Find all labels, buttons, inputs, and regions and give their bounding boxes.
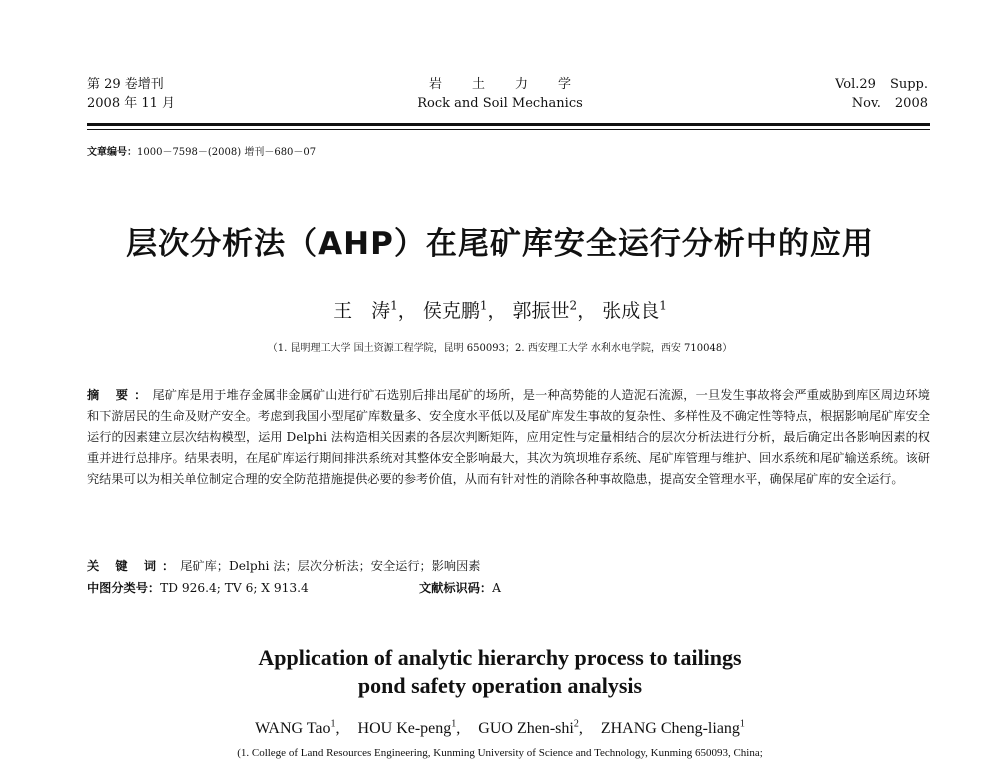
header-vol: Vol.29 — [835, 77, 876, 92]
abstract-text: 尾矿库是用于堆存金属非金属矿山进行矿石选别后排出尾矿的场所，是一种高势能的人造泥石流源，一旦发生事故将会严重威胁到库区周边环境和下游居民的生命及财产安全。考虑到我国小型尾矿库数量多、安全度水平低以及尾矿库发生事故的复杂性、多样性及不确定性等特点，根据影响尾矿库安全运行的因素建立层次结构模型，运用 Delphi 法构造相关因素的各层次判断矩阵，应用定性与定量相结合的层次分析法进行分析，最后确定出各影响因素的权重并进行总排序。结果表明，在尾矿库运行期间排洪系统对其整体安全影响最大，其次为筑坝堆存系统、尾矿库管理与维护、回水系统和尾矿输送系统。该研究结果可以为相关单位制定合理的安全防范措施提供必要的参考价值，从而有针对性的消除各种事故隐患，提高安全管理水平，确保尾矿库的安全运行。 — [87, 388, 930, 486]
author-cn: 侯克鹏$^1$， — [422, 299, 507, 323]
article-number-label: 文章编号： — [87, 147, 137, 158]
author-en: GUO Zhen-shi$^2$, — [478, 719, 583, 738]
article-number — [87, 146, 316, 160]
affiliation-en: (1. College of Land Resources Engineering, Kunming University of Science and Technology, Kunming 650093, China; — [237, 747, 763, 759]
author-cn: 张成良$^1$ — [602, 299, 667, 323]
document-code-value: A — [492, 581, 501, 595]
header-volume-issue: 第 29 卷增刊 — [87, 77, 164, 92]
header-month: Nov. — [851, 96, 881, 111]
header-year: 2008 — [894, 96, 928, 111]
clc-label: 中图分类号： — [87, 581, 161, 595]
header-volume-info-en — [835, 75, 928, 113]
classification-line — [87, 578, 930, 598]
paper-title-en-line2: pond safety operation analysis — [357, 673, 643, 698]
journal-name-cn: 岩土力学 — [428, 77, 601, 92]
header-rule-thick — [87, 123, 930, 126]
journal-name-en: Rock and Soil Mechanics — [417, 96, 583, 111]
author-en: ZHANG Cheng-liang$^1$ — [600, 719, 745, 738]
affiliation-cn: （1. 昆明理工大学 国土资源工程学院，昆明 650093；2. 西安理工大学 水利水电学院，西安 710048） — [267, 343, 733, 354]
authors-en — [0, 714, 1000, 740]
clc-value: TD 926.4; TV 6; X 913.4 — [160, 581, 309, 595]
authors-cn — [0, 293, 1000, 324]
author-en: WANG Tao$^1$, — [255, 719, 340, 738]
author-en: HOU Ke-peng$^1$, — [357, 719, 461, 738]
header-date: 2008 年 11 月 — [87, 96, 176, 111]
author-cn: 郭振世$^2$， — [512, 299, 597, 323]
paper-title-en-line1: Application of analytic hierarchy process to tailings — [258, 645, 742, 670]
abstract-label: 摘 要： — [87, 388, 153, 402]
author-cn: 王 涛$^1$， — [333, 299, 417, 323]
keywords-cn — [87, 556, 930, 576]
paper-title-cn: 层次分析法（AHP）在尾矿库安全运行分析中的应用 — [126, 226, 874, 262]
abstract-cn — [87, 385, 930, 490]
keywords-text: 尾矿库；Delphi 法；层次分析法；安全运行；影响因素 — [180, 559, 481, 573]
document-code — [419, 578, 501, 598]
keywords-label: 关 键 词： — [87, 559, 181, 573]
document-code-label: 文献标识码： — [419, 581, 493, 595]
header-supp: Supp. — [889, 77, 928, 92]
header-rule-thin — [87, 129, 930, 130]
paper-title-en — [0, 644, 1000, 700]
article-number-value: 1000－7598－(2008) 增刊－680－07 — [137, 147, 317, 158]
